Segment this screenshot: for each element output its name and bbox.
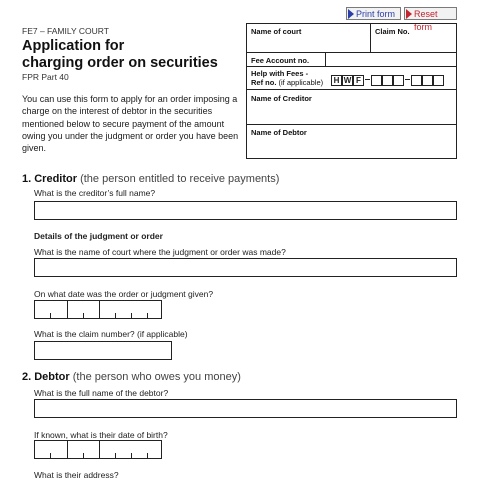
date-divider [67,441,68,458]
print-form-button[interactable] [346,7,401,20]
reset-form-label: Reset form [414,9,438,32]
date-tick [147,453,148,458]
date-tick [83,313,84,318]
debtor-address-question: What is their address? [34,470,119,480]
section-2-heading [22,371,241,384]
hwf-ref-cell[interactable] [382,75,393,86]
court-name-field[interactable] [34,258,457,277]
hwf-letter-w: W [343,76,352,85]
debtor-dob-field[interactable] [34,440,162,459]
creditor-name-field[interactable] [34,201,457,220]
claim-number-field[interactable] [34,341,172,360]
court-info-box [246,23,457,159]
claim-number-question: What is the claim number? (if applicable) [34,329,188,339]
title-line-1: Application for [22,38,125,54]
section-1-heading [22,173,279,186]
debtor-subheading: (the person who owes you money) [69,371,241,383]
debtor-name-question: What is the full name of the debtor? [34,388,169,398]
title-line-2: charging order on securities [22,55,218,71]
ref-no-label: Ref no. [251,78,277,87]
hwf-dash [405,79,410,80]
form-code: FE7 – FAMILY COURT [22,26,109,36]
hwf-letter-h: H [331,75,342,86]
fee-account-label: Fee Account no. [251,56,310,65]
date-tick [50,453,51,458]
debtor-name-field[interactable] [34,399,457,418]
intro-text: You can use this form to apply for an order imposing a charge on the interest of debtor in the securities mentioned below to secure payment of the amount owing you under the judgment or order you have been given. [22,94,239,154]
judgment-details-heading: Details of the judgment or order [34,231,163,241]
box-divider [247,89,456,90]
claim-no-label: Claim No. [375,27,410,36]
help-with-fees-label [251,69,323,87]
date-tick [147,313,148,318]
creditor-heading: 1. Creditor [22,173,78,185]
hwf-ref-cell[interactable] [433,75,444,86]
hwf-letter-f: F [353,75,364,86]
if-applicable-label: (if applicable) [276,78,324,87]
debtor-heading: 2. Debtor [22,371,70,383]
help-with-fees-line2 [251,78,323,87]
reset-flag-icon [406,9,412,19]
hwf-ref-cell[interactable] [411,75,422,86]
date-tick [50,313,51,318]
debtor-dob-question: If known, what is their date of birth? [34,430,168,440]
date-divider [67,301,68,318]
box-divider [370,24,371,52]
rule-reference: FPR Part 40 [22,72,69,82]
help-with-fees-line1: Help with Fees - [251,69,309,78]
print-form-label: Print form [356,9,396,19]
date-divider [99,301,100,318]
box-divider [247,66,456,67]
hwf-ref-cell[interactable] [393,75,404,86]
print-flag-icon [348,9,354,19]
date-tick [115,453,116,458]
court-name-question: What is the name of court where the judgment or order was made? [34,247,286,257]
reset-form-button[interactable] [404,7,457,32]
date-tick [131,453,132,458]
box-divider [247,124,456,125]
date-divider [99,441,100,458]
creditor-subheading: (the person entitled to receive payments) [77,173,280,185]
date-tick [131,313,132,318]
name-of-debtor-label: Name of Debtor [251,128,307,137]
name-of-creditor-label: Name of Creditor [251,94,312,103]
order-date-question: On what date was the order or judgment given? [34,289,214,299]
date-tick [83,453,84,458]
date-tick [115,313,116,318]
order-date-field[interactable] [34,300,162,319]
hwf-dash [365,79,370,80]
box-divider [247,52,456,53]
creditor-name-question: What is the creditor’s full name? [34,188,156,198]
form-title [22,38,242,72]
box-divider [325,52,326,66]
hwf-ref-cell[interactable] [422,75,433,86]
hwf-ref-cell[interactable] [371,75,382,86]
name-of-court-label: Name of court [251,27,302,36]
